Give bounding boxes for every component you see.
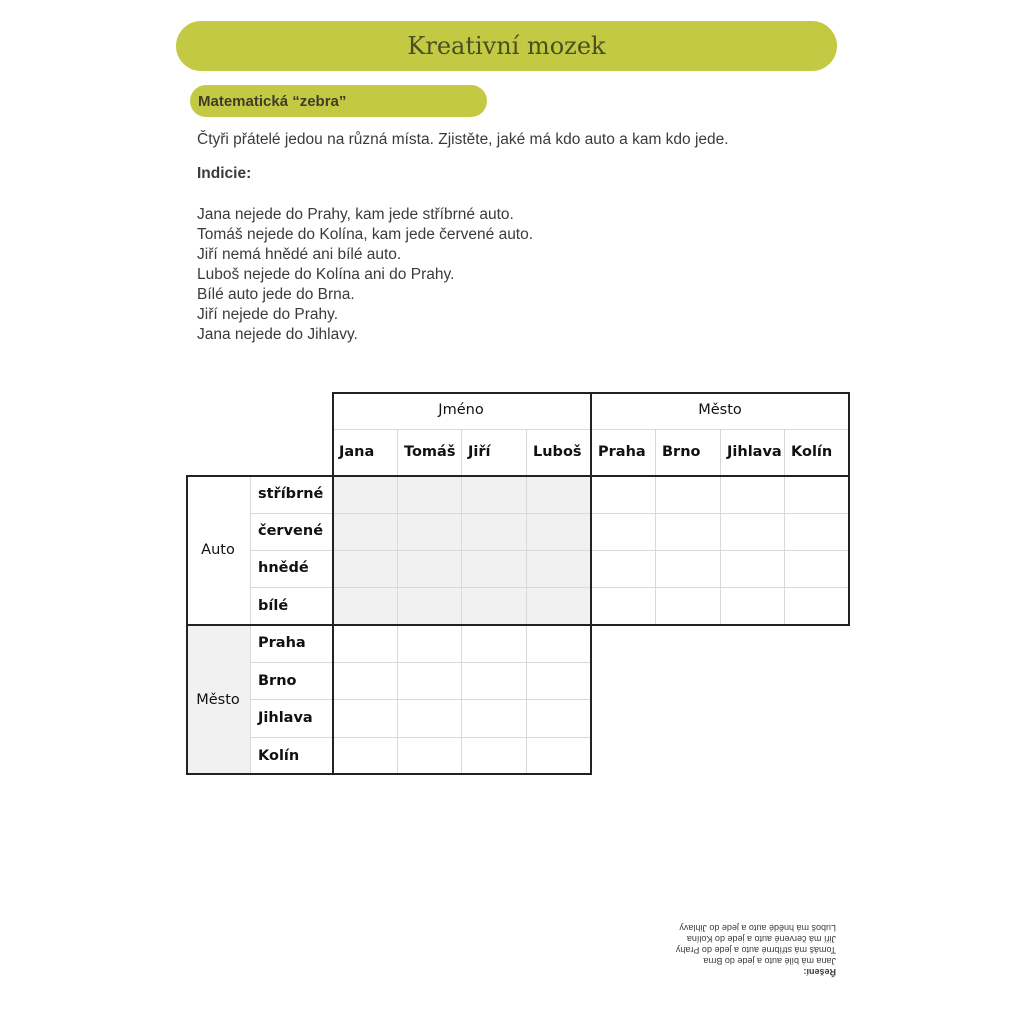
solution-upside-down [636, 922, 836, 977]
column-header-jihlava: Jihlava [727, 444, 782, 460]
column-header-praha: Praha [598, 444, 646, 460]
row-label-praha: Praha [258, 635, 306, 651]
clue-item: Jana nejede do Prahy, kam jede stříbrné auto. [197, 206, 514, 223]
row-label-bile: bílé [258, 598, 289, 614]
column-header-jana: Jana [339, 444, 375, 460]
clues-heading: Indicie: [197, 165, 252, 182]
solution-line: Jana má bílé auto a jede do Brna [703, 956, 836, 966]
clue-item: Luboš nejede do Kolína ani do Prahy. [197, 266, 455, 283]
column-group-mesto: Město [698, 402, 742, 418]
column-header-kolin: Kolín [791, 444, 833, 460]
column-header-jiri: Jiří [468, 444, 491, 460]
column-header-lubos: Luboš [533, 444, 582, 460]
solution-line: Jiří má červené auto a jede do Kolína [686, 934, 836, 944]
solution-label: Řešení: [803, 967, 836, 977]
row-group-auto: Auto [201, 542, 235, 558]
row-label-kolin: Kolín [258, 748, 300, 764]
clue-item: Bílé auto jede do Brna. [197, 286, 355, 303]
clue-item: Tomáš nejede do Kolína, kam jede červené auto. [197, 226, 534, 243]
column-header-brno: Brno [662, 444, 701, 460]
section-title: Matematická “zebra” [198, 92, 347, 110]
row-label-cervene: červené [258, 523, 324, 539]
solution-line: Luboš má hnědé auto a jede do Jihlavy [679, 923, 836, 933]
clue-item: Jiří nemá hnědé ani bílé auto. [197, 246, 402, 263]
clue-item: Jiří nejede do Prahy. [197, 306, 339, 323]
row-label-stribrne: stříbrné [258, 486, 324, 502]
row-group-mesto: Město [196, 692, 240, 708]
column-header-tomas: Tomáš [404, 444, 456, 460]
solution-line: Tomáš má stříbrné auto a jede do Prahy [675, 945, 836, 955]
column-group-jmeno: Jméno [438, 402, 484, 418]
row-label-hnede: hnědé [258, 560, 309, 576]
row-label-brno: Brno [258, 673, 297, 689]
page-title: Kreativní mozek [407, 32, 606, 60]
row-label-jihlava: Jihlava [258, 710, 313, 726]
clue-item: Jana nejede do Jihlavy. [197, 326, 358, 343]
intro-text: Čtyři přátelé jedou na různá místa. Zjistěte, jaké má kdo auto a kam kdo jede. [197, 131, 729, 148]
